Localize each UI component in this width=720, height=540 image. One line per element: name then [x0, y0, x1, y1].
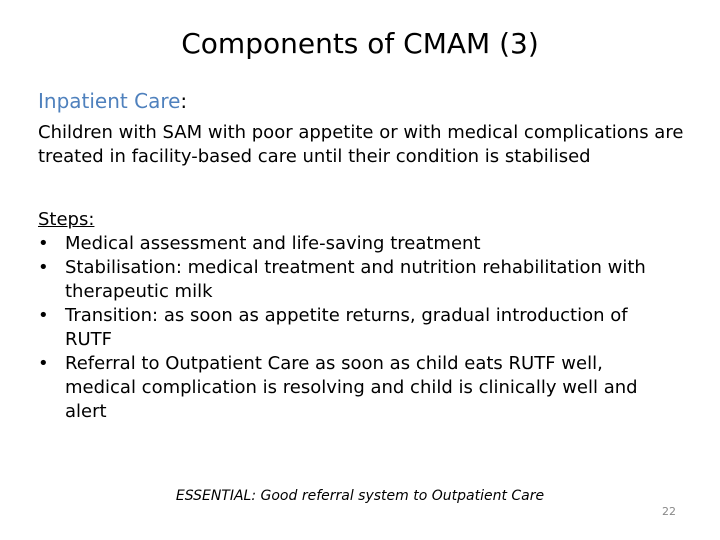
- step-item: [38, 232, 678, 256]
- step-item: [38, 352, 678, 424]
- steps-list: [38, 232, 678, 424]
- section-heading: [38, 87, 187, 115]
- step-text: Referral to Outpatient Care as soon as child eats RUTF well, medical complication is resolving and child is clinically well and alert: [65, 353, 638, 422]
- bullet-icon: •: [38, 257, 49, 278]
- slide-title: Components of CMAM (3): [181, 27, 539, 60]
- step-text: Medical assessment and life-saving treatment: [65, 233, 481, 254]
- bullet-icon: •: [38, 305, 49, 326]
- step-text: Transition: as soon as appetite returns, gradual introduction of RUTF: [65, 305, 628, 350]
- step-item: [38, 304, 678, 352]
- intro-paragraph: Children with SAM with poor appetite or with medical complications are treated in facility-based care until their condition is stabilised: [38, 122, 684, 167]
- step-item: [38, 256, 678, 304]
- bullet-icon: •: [38, 353, 49, 374]
- essential-note: ESSENTIAL: Good referral system to Outpatient Care: [175, 488, 545, 504]
- bullet-icon: •: [38, 233, 49, 254]
- page-number: 22: [662, 505, 676, 518]
- steps-heading: Steps:: [38, 209, 95, 230]
- step-text: Stabilisation: medical treatment and nutrition rehabilitation with therapeutic milk: [65, 257, 646, 302]
- section-heading-label: Inpatient Care: [38, 89, 181, 113]
- section-heading-colon: :: [180, 89, 188, 113]
